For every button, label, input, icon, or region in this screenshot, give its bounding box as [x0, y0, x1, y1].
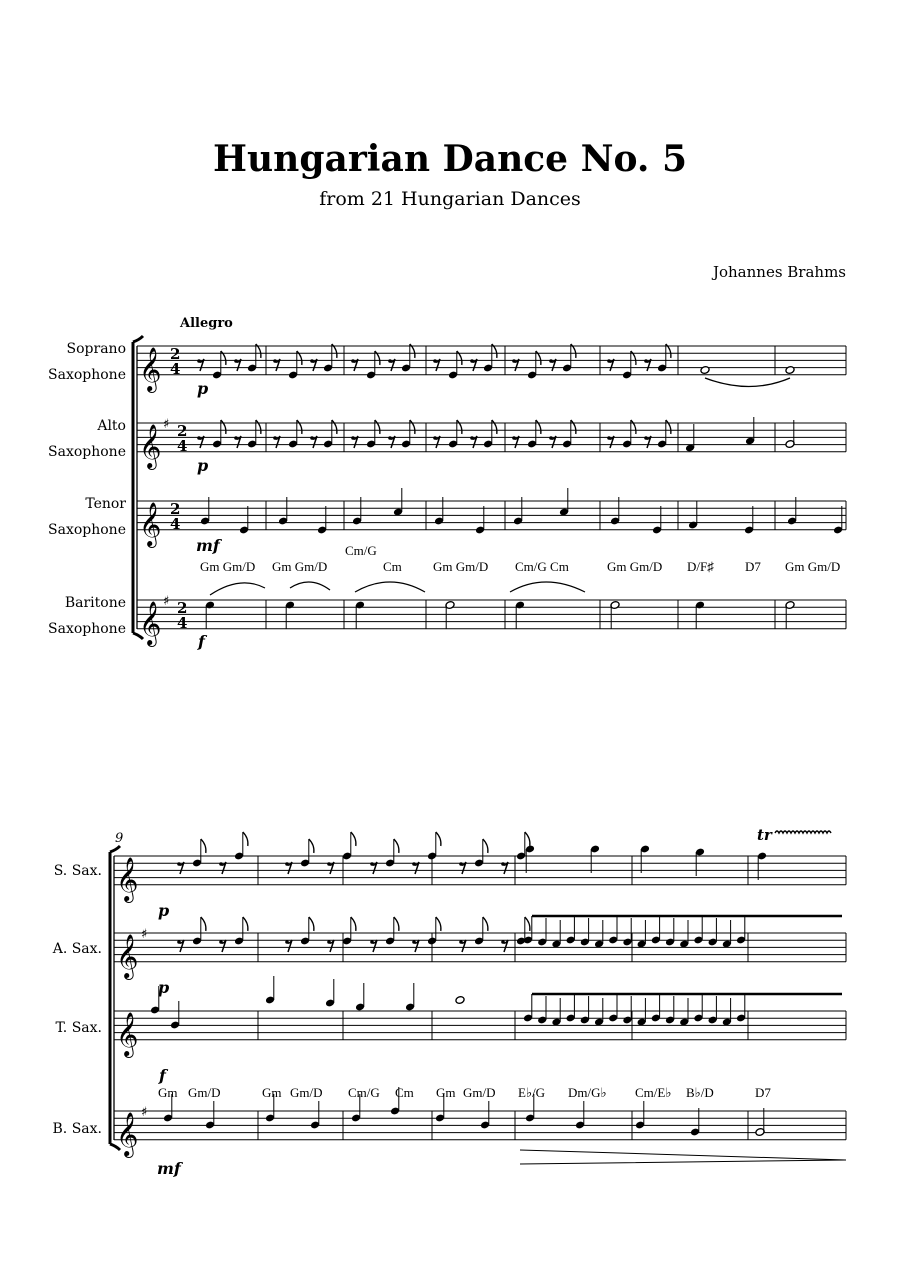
note-flag [375, 420, 380, 434]
eighth-rest-dot [351, 436, 355, 440]
trill-line [775, 831, 831, 833]
key-signature-sharp-icon: ♯ [141, 927, 148, 942]
key-signature-sharp-icon: ♯ [141, 1105, 148, 1120]
time-signature-top: 2 [177, 599, 188, 617]
note-flag [201, 917, 206, 931]
eighth-rest-dot [644, 436, 648, 440]
eighth-rest-dot [388, 436, 392, 440]
eighth-rest-dot [285, 862, 289, 866]
instrument-name-line: Soprano [66, 341, 126, 357]
chord-symbol: E♭/G [518, 1085, 546, 1100]
note-flag [332, 420, 337, 434]
note-flag [457, 420, 462, 434]
chord-symbol: Gm/D [188, 1085, 221, 1100]
eighth-rest-dot [501, 862, 505, 866]
slur-curve [355, 582, 425, 592]
instrument-name-line: Baritone [64, 595, 126, 611]
chord-symbol: Cm/E♭ [635, 1085, 672, 1100]
dynamic-marking: mf [196, 536, 220, 555]
eighth-rest-dot [512, 359, 516, 363]
chord-symbol: Cm/G [348, 1085, 380, 1100]
chord-symbol: Gm Gm/D [785, 559, 841, 574]
piece-subtitle: from 21 Hungarian Dances [319, 188, 581, 210]
eighth-rest-dot [433, 436, 437, 440]
note-flag [351, 832, 356, 846]
treble-clef-icon: 𝄞 [139, 423, 162, 468]
instrument-name-line: Tenor [85, 496, 126, 512]
eighth-rest-dot [273, 359, 277, 363]
eighth-rest-dot [433, 359, 437, 363]
half-note [455, 996, 465, 1005]
chord-symbol: Gm Gm/D [272, 559, 328, 574]
note-flag [483, 839, 488, 853]
chord-symbol: Cm/G Cm [515, 559, 569, 574]
eighth-rest-dot [234, 436, 238, 440]
note-flag [256, 420, 261, 434]
note-flag [436, 917, 441, 931]
treble-clef-icon: 𝄞 [116, 1011, 139, 1056]
tie-curve [705, 378, 790, 387]
note-flag [394, 917, 399, 931]
chord-symbol: Gm/D [463, 1085, 496, 1100]
half-note [700, 366, 710, 375]
note-flag [525, 832, 530, 846]
treble-clef-icon: 𝄞 [139, 501, 162, 546]
half-note [785, 366, 795, 375]
eighth-rest-dot [197, 436, 201, 440]
piece-title: Hungarian Dance No. 5 [212, 138, 687, 180]
dynamic-marking: mf [157, 1159, 181, 1178]
eighth-rest-dot [197, 359, 201, 363]
chord-symbol: D/F♯ [687, 559, 714, 574]
treble-clef-icon: 𝄞 [116, 933, 139, 978]
eighth-rest-dot [412, 940, 416, 944]
chord-symbol: B♭/D [686, 1085, 714, 1100]
note-flag [309, 839, 314, 853]
note-flag [201, 839, 206, 853]
eighth-rest-dot [177, 940, 181, 944]
instrument-name-line: Saxophone [48, 367, 126, 383]
eighth-rest-dot [607, 359, 611, 363]
chord-symbol: Gm [436, 1085, 456, 1100]
instrument-short-name: B. Sax. [52, 1121, 102, 1137]
treble-clef-icon: 𝄞 [139, 600, 162, 645]
eighth-rest-dot [459, 940, 463, 944]
note-flag [525, 917, 530, 931]
eighth-rest-dot [549, 436, 553, 440]
eighth-rest-dot [273, 436, 277, 440]
decrescendo-hairpin [520, 1150, 846, 1164]
note-flag [410, 420, 415, 434]
eighth-rest-dot [219, 940, 223, 944]
time-signature-bottom: 4 [170, 360, 181, 378]
note-flag [492, 420, 497, 434]
key-signature-sharp-icon: ♯ [163, 594, 170, 609]
time-signature-bottom: 4 [177, 437, 188, 455]
measure-number: 9 [115, 831, 124, 846]
note-flag [483, 917, 488, 931]
eighth-rest-dot [459, 862, 463, 866]
slur-curve [210, 583, 265, 595]
chord-symbol: Gm [158, 1085, 178, 1100]
instrument-name-line: Alto [97, 418, 126, 434]
chord-symbol: Cm [383, 559, 402, 574]
eighth-rest-dot [470, 436, 474, 440]
dynamic-marking: p [158, 978, 170, 997]
dynamic-marking: p [197, 379, 209, 398]
eighth-rest-dot [501, 940, 505, 944]
eighth-rest-dot [607, 436, 611, 440]
eighth-rest-dot [310, 359, 314, 363]
eighth-rest-dot [412, 862, 416, 866]
dynamic-marking: p [197, 456, 209, 475]
eighth-rest-dot [644, 359, 648, 363]
time-signature-bottom: 4 [170, 515, 181, 533]
instrument-short-name: S. Sax. [53, 863, 102, 879]
eighth-rest-dot [327, 940, 331, 944]
eighth-rest-dot [512, 436, 516, 440]
note-flag [351, 917, 356, 931]
dynamic-marking: f [159, 1066, 166, 1085]
time-signature-bottom: 4 [177, 614, 188, 632]
chord-symbol: Gm Gm/D [607, 559, 663, 574]
dynamic-marking: p [158, 901, 170, 920]
note-flag [221, 420, 226, 434]
chord-symbol: Cm [395, 1085, 414, 1100]
chord-symbol: D7 [745, 559, 761, 574]
eighth-rest-dot [370, 862, 374, 866]
eighth-rest-dot [351, 359, 355, 363]
instrument-name-line: Saxophone [48, 444, 126, 460]
key-signature-sharp-icon: ♯ [163, 417, 170, 432]
slur-curve [290, 582, 330, 590]
trill-marking: tr [757, 826, 772, 844]
eighth-rest-dot [327, 862, 331, 866]
composer-name: Johannes Brahms [712, 263, 846, 281]
eighth-rest-dot [219, 862, 223, 866]
note-flag [631, 420, 636, 434]
note-flag [243, 917, 248, 931]
dynamic-marking: f [198, 632, 205, 651]
note-flag [666, 420, 671, 434]
chord-symbol: D7 [755, 1085, 771, 1100]
treble-clef-icon: 𝄞 [116, 1111, 139, 1156]
eighth-rest-dot [549, 359, 553, 363]
chord-symbol: Gm [262, 1085, 282, 1100]
eighth-rest-dot [285, 940, 289, 944]
chord-symbol: Dm/G♭ [568, 1085, 607, 1100]
chord-symbol: Gm Gm/D [200, 559, 256, 574]
treble-clef-icon: 𝄞 [139, 346, 162, 391]
time-signature-top: 2 [170, 345, 181, 363]
instrument-name-line: Saxophone [48, 621, 126, 637]
time-signature-top: 2 [170, 500, 181, 518]
note-flag [436, 832, 441, 846]
slur-curve [510, 582, 585, 592]
eighth-rest-dot [177, 862, 181, 866]
chord-symbol: Gm/D [290, 1085, 323, 1100]
chord-symbol: Gm Gm/D [433, 559, 489, 574]
eighth-rest-dot [388, 359, 392, 363]
tempo-marking: Allegro [180, 316, 233, 331]
note-flag [309, 917, 314, 931]
note-flag [571, 420, 576, 434]
note-flag [394, 839, 399, 853]
instrument-name-line: Saxophone [48, 522, 126, 538]
note-flag [536, 420, 541, 434]
note-flag [297, 420, 302, 434]
instrument-short-name: T. Sax. [55, 1020, 102, 1036]
eighth-rest-dot [470, 359, 474, 363]
time-signature-top: 2 [177, 422, 188, 440]
note-flag [243, 832, 248, 846]
treble-clef-icon: 𝄞 [116, 856, 139, 901]
eighth-rest-dot [234, 359, 238, 363]
eighth-rest-dot [310, 436, 314, 440]
instrument-short-name: A. Sax. [52, 941, 102, 957]
chord-symbol: Cm/G [345, 543, 377, 558]
eighth-rest-dot [370, 940, 374, 944]
